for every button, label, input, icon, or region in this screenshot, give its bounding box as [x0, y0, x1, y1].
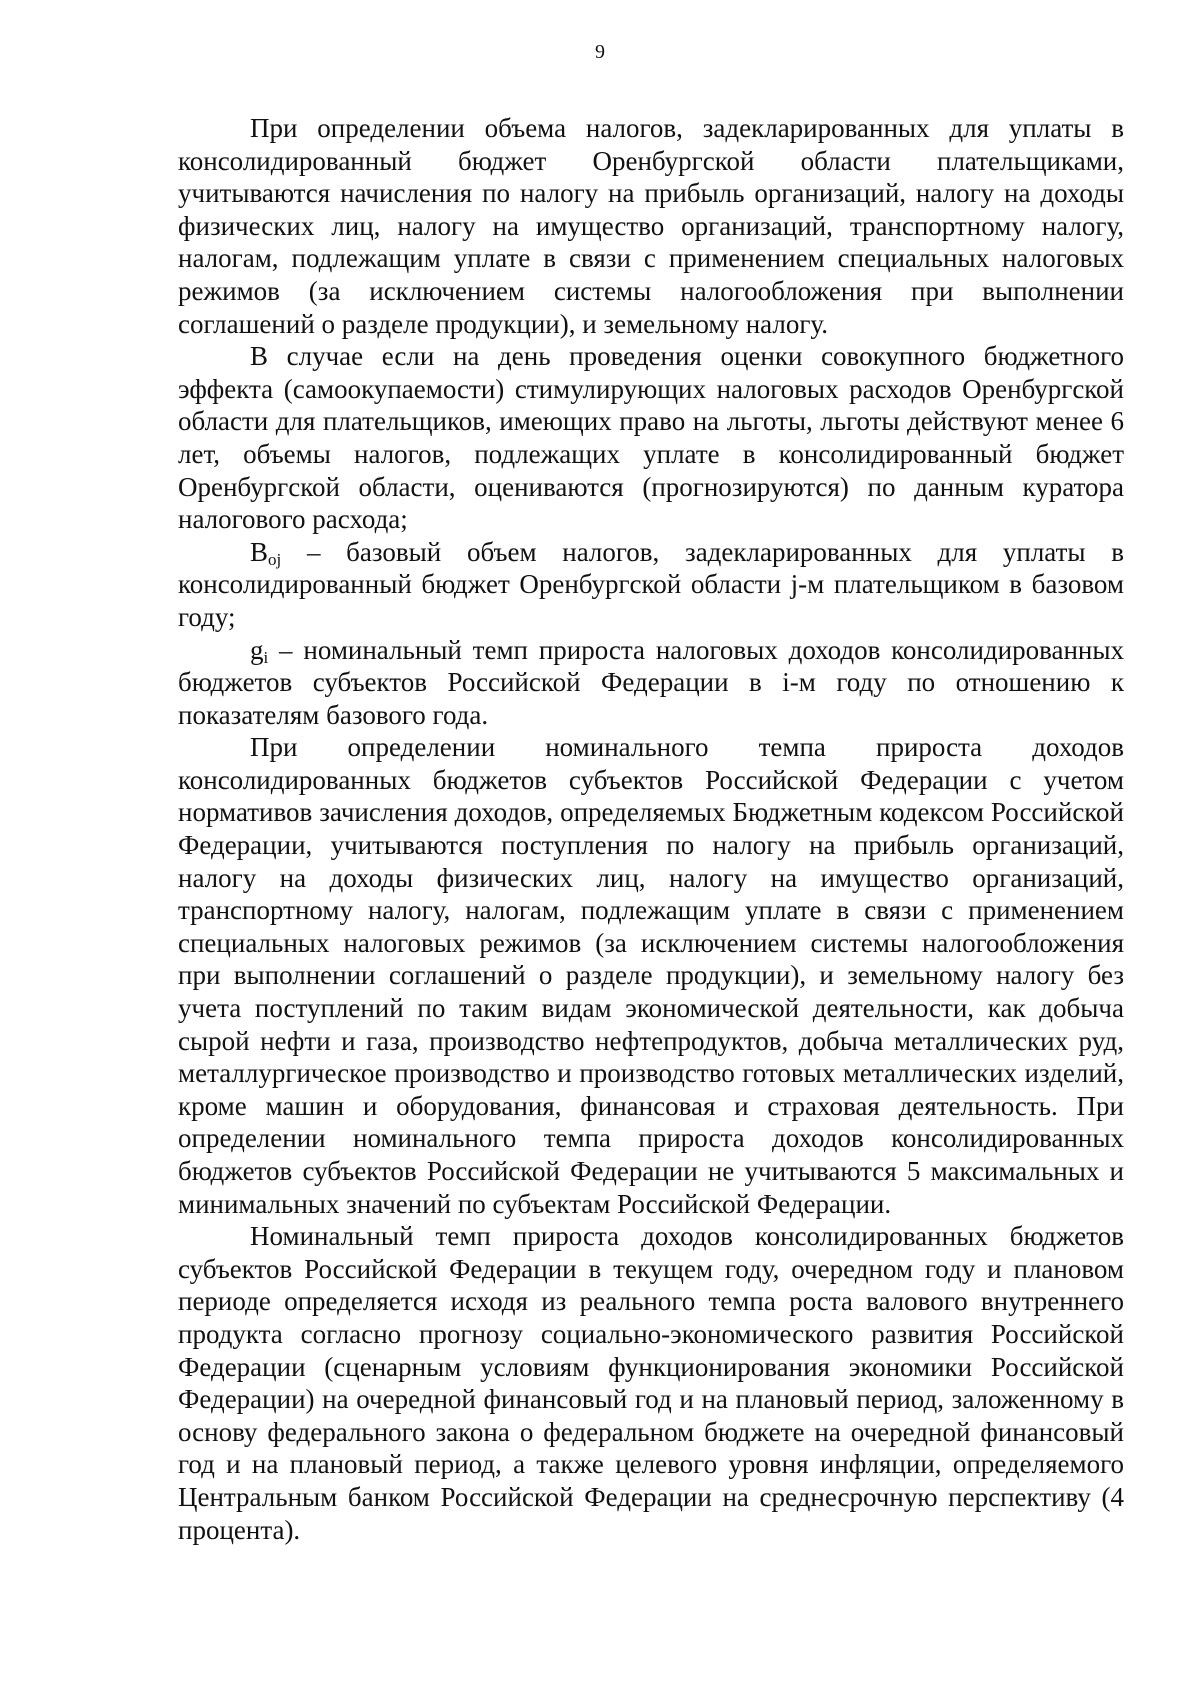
paragraph-definition-gi	[178, 634, 1124, 732]
definition-text-boj: – базовый объем налогов, задекларированных для уплаты в консолидированный бюджет Оренбургской области j-м плательщиком в базовом году;	[178, 536, 1124, 632]
symbol-subscript-i: i	[263, 647, 269, 667]
paragraph-nominal-growth-rate-calculation: При определении номинального темпа прироста доходов консолидированных бюджетов субъектов Российской Федерации с учетом нормативов зачисления доходов, определяемых Бюджетным кодексом Российской Федерации, учитываются поступления по налогу на прибыль организаций, налогу на доходы физических лиц, налогу на имущество организаций, транспортному налогу, налогам, подлежащим уплате в связи с применением специальных налоговых режимов (за исключением системы налогообложения при выполнении соглашений о разделе продукции), и земельному налогу без учета поступлений по таким видам экономической деятельности, как добыча сырой нефти и газа, производство нефтепродуктов, добыча металлических руд, металлургическое производство и производство готовых металлических изделий, кроме машин и оборудования, финансовая и страховая деятельность. При определении номинального темпа прироста доходов консолидированных бюджетов субъектов Российской Федерации не учитываются 5 максимальных и минимальных значений по субъектам Российской Федерации.	[178, 732, 1124, 1219]
page-number: 9	[595, 41, 605, 63]
symbol-subscript-oj: oj	[268, 549, 282, 569]
definition-text-gi: – номинальный темп прироста налоговых доходов консолидированных бюджетов субъектов Российской Федерации в i-м году по отношению к показателям базового года.	[178, 634, 1124, 730]
paragraph-tax-volume-determination: При определении объема налогов, задекларированных для уплаты в консолидированный бюджет Оренбургской области плательщиками, учитываются начисления по налогу на прибыль организаций, налогу на доходы физических лиц, налогу на имущество организаций, транспортному налогу, налогам, подлежащим уплате в связи с применением специальных налоговых режимов (за исключением системы налогообложения при выполнении соглашений о разделе продукции), и земельному налогу.	[178, 113, 1124, 339]
paragraph-definition-boj	[178, 536, 1124, 634]
symbol-b: B	[250, 536, 269, 567]
paragraph-nominal-growth-rate-forecast: Номинальный темп прироста доходов консолидированных бюджетов субъектов Российской Федерации в текущем году, очередном году и плановом периоде определяется исходя из реального темпа роста валового внутреннего продукта согласно прогнозу социально-экономического развития Российской Федерации (сценарным условиям функционирования экономики Российской Федерации) на очередной финансовый год и на плановый период, заложенному в основу федерального закона о федеральном бюджете на очередной финансовый год и на плановый период, а также целевого уровня инфляции, определяемого Центральным банком Российской Федерации на среднесрочную перспективу (4 процента).	[178, 1221, 1124, 1545]
symbol-g: g	[250, 634, 264, 665]
paragraph-benefits-under-6-years: В случае если на день проведения оценки совокупного бюджетного эффекта (самоокупаемости) стимулирующих налоговых расходов Оренбургской области для плательщиков, имеющих право на льготы, льготы действуют менее 6 лет, объемы налогов, подлежащих уплате в консолидированный бюджет Оренбургской области, оцениваются (прогнозируются) по данным куратора налогового расхода;	[178, 341, 1124, 535]
document-body	[178, 112, 1124, 1546]
